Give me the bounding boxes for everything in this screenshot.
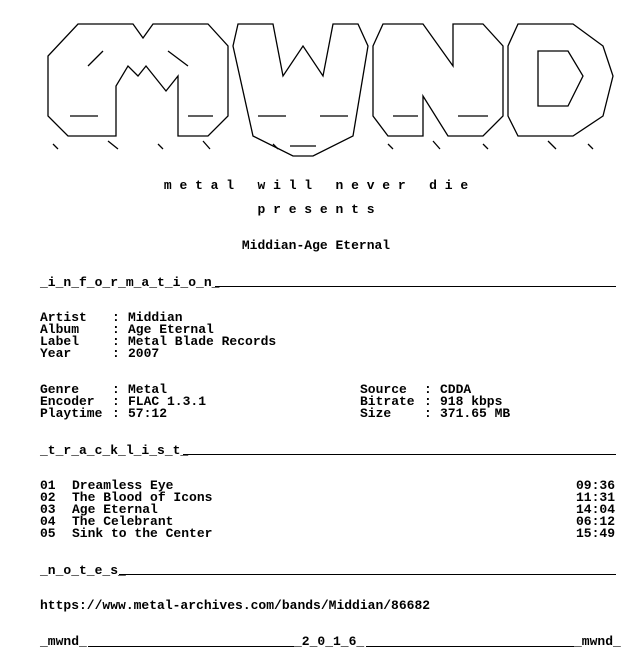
bitrate-sep: : <box>424 394 440 409</box>
source-sep: : <box>424 382 440 397</box>
track-duration: 15:49 <box>575 526 615 541</box>
footer-rule-right <box>366 646 574 647</box>
release-title: Middian-Age Eternal <box>241 238 391 253</box>
tracklist-rule <box>183 454 616 455</box>
album-label: Album <box>40 322 80 337</box>
track-duration: 09:36 <box>575 478 615 493</box>
bitrate-label: Bitrate <box>360 394 415 409</box>
track-name: The Blood of Icons <box>72 490 213 505</box>
track-name: Sink to the Center <box>72 526 213 541</box>
source-value: CDDA <box>440 382 472 397</box>
genre-sep: : <box>112 382 128 397</box>
track-number: 02 <box>40 490 56 505</box>
encoder-label: Encoder <box>40 394 95 409</box>
track-number: 05 <box>40 526 56 541</box>
artist-value: Middian <box>128 310 183 325</box>
tagline: m e t a l w i l l n e v e r d i e <box>163 178 469 193</box>
logo-art <box>28 6 618 166</box>
track-number: 01 <box>40 478 56 493</box>
playtime-value: 57:12 <box>128 406 168 421</box>
notes-url[interactable]: https://www.metal-archives.com/bands/Middian/86682 <box>40 598 431 613</box>
track-duration: 06:12 <box>575 514 615 529</box>
size-value: 371.65 MB <box>440 406 511 421</box>
presents-text: p r e s e n t s <box>257 202 375 217</box>
album-value: Age Eternal <box>128 322 214 337</box>
footer-right: _mwnd_ <box>574 634 621 649</box>
track-name: Age Eternal <box>72 502 158 517</box>
bitrate-value: 918 kbps <box>440 394 503 409</box>
artist-sep: : <box>112 310 128 325</box>
footer-left: _mwnd_ <box>40 634 87 649</box>
track-number: 03 <box>40 502 56 517</box>
playtime-sep: : <box>112 406 128 421</box>
notes-rule <box>119 574 616 575</box>
source-label: Source <box>360 382 407 397</box>
footer-rule-left <box>88 646 294 647</box>
year-sep: : <box>112 346 128 361</box>
size-label: Size <box>360 406 392 421</box>
footer-center: _2_0_1_6_ <box>294 634 365 649</box>
genre-value: Metal <box>128 382 168 397</box>
year-value: 2007 <box>128 346 160 361</box>
album-sep: : <box>112 322 128 337</box>
track-number: 04 <box>40 514 56 529</box>
track-name: Dreamless Eye <box>72 478 174 493</box>
mwnd-ascii-logo <box>28 6 618 166</box>
encoder-sep: : <box>112 394 128 409</box>
year-label: Year <box>40 346 72 361</box>
encoder-value: FLAC 1.3.1 <box>128 394 207 409</box>
information-rule <box>215 286 616 287</box>
track-duration: 11:31 <box>575 490 615 505</box>
tracklist-title: _t_r_a_c_k_l_i_s_t_ <box>40 443 189 458</box>
size-sep: : <box>424 406 440 421</box>
track-duration: 14:04 <box>575 502 615 517</box>
artist-label: Artist <box>40 310 87 325</box>
label-value: Metal Blade Records <box>128 334 277 349</box>
playtime-label: Playtime <box>40 406 103 421</box>
label-sep: : <box>112 334 128 349</box>
label-label: Label <box>40 334 80 349</box>
genre-label: Genre <box>40 382 80 397</box>
information-title: _i_n_f_o_r_m_a_t_i_o_n_ <box>40 275 220 290</box>
notes-title: _n_o_t_e_s_ <box>40 563 126 578</box>
track-name: The Celebrant <box>72 514 174 529</box>
